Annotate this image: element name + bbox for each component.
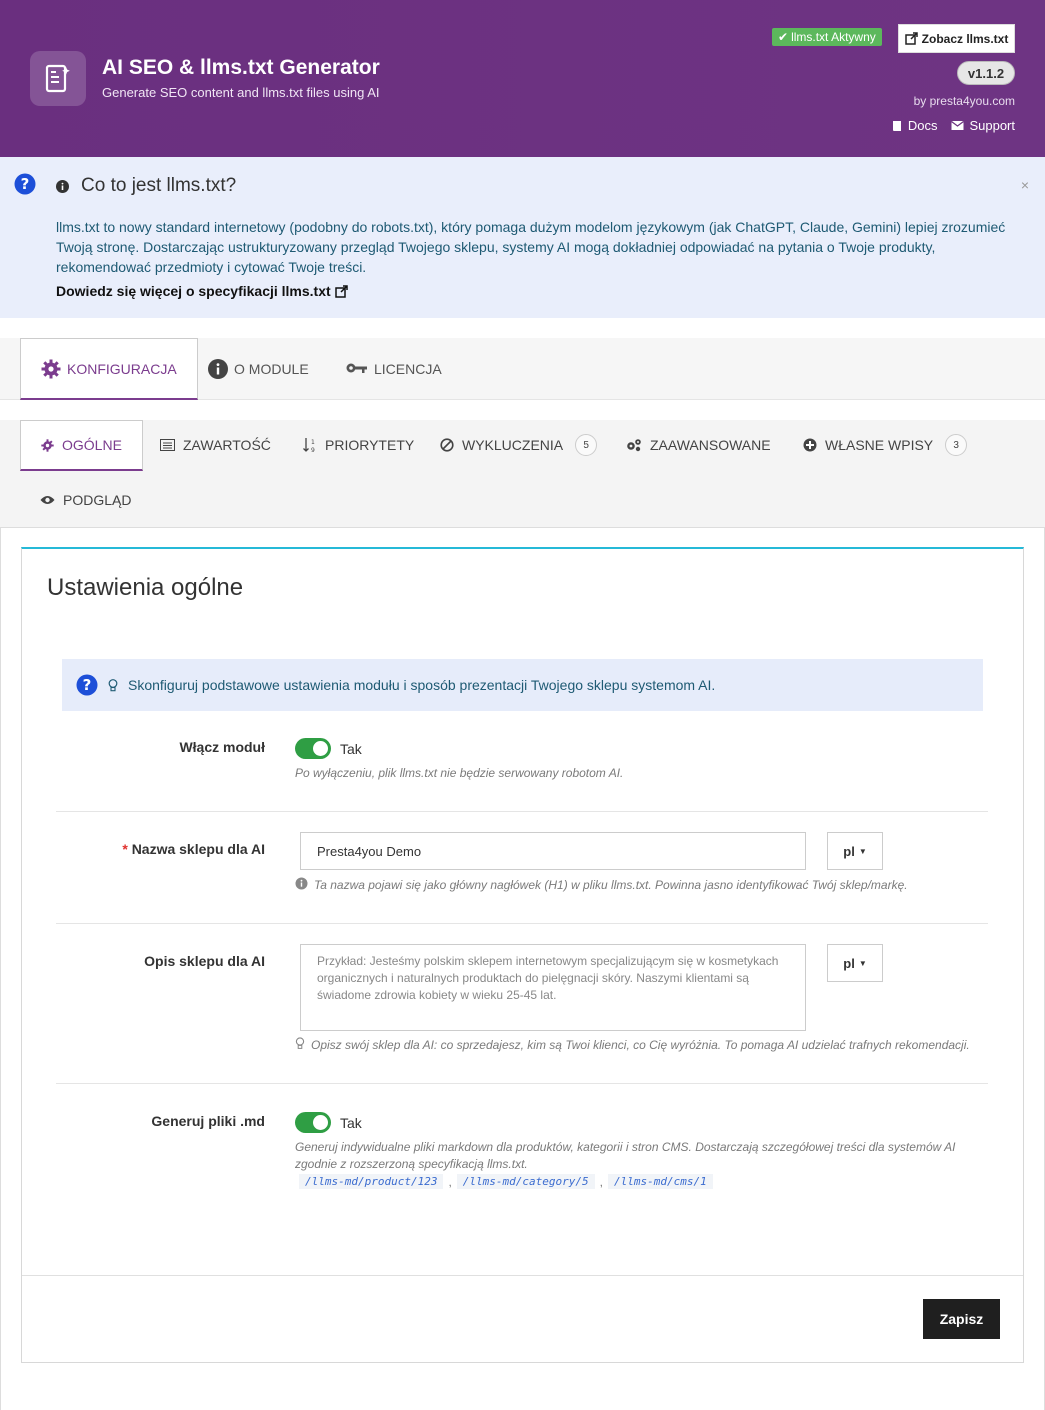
shop-name-help [295, 877, 908, 894]
enable-module-toggle[interactable] [295, 738, 331, 759]
llms-info-alert [0, 157, 1045, 318]
tab-o-module[interactable] [208, 338, 309, 400]
module-header [0, 0, 1045, 157]
tab-wlasne-wpisy[interactable] [803, 420, 967, 470]
view-llms-label: Zobacz llms.txt [921, 31, 1009, 46]
md-files-help [295, 1139, 975, 1173]
external-link-icon [905, 32, 918, 45]
enable-module-value: Tak [340, 741, 362, 757]
required-mark: * [122, 841, 128, 857]
tab-priorytety[interactable] [303, 420, 414, 470]
caret-down-icon: ▼ [858, 846, 867, 856]
tab-zaawansowane-label: ZAAWANSOWANE [650, 437, 771, 453]
tab-zawartosc-label: ZAWARTOŚĆ [183, 437, 271, 453]
shop-desc-placeholder: Przykład: Jesteśmy polskim sklepem internetowym specjalizującym się w kosmetykach organicznych i naturalnych produktach do pielęgnacji skóry. Naszymi klientami są świadome zdrowia kobiety w wieku 25-45 lat. [317, 954, 779, 1002]
spec-link-label: Dowiedz się więcej o specyfikacji llms.txt [56, 283, 331, 299]
cogs-icon [626, 438, 642, 452]
tab-priorytety-label: PRIORYTETY [325, 437, 415, 453]
question-circle-icon [14, 173, 36, 195]
save-button[interactable]: Zapisz [923, 1299, 1000, 1339]
app-subtitle: Generate SEO content and llms.txt files using AI [102, 85, 380, 100]
external-link-icon [335, 285, 348, 298]
book-icon [891, 120, 903, 132]
envelope-icon [951, 120, 964, 131]
md-files-toggle[interactable] [295, 1112, 331, 1133]
panel-title: Ustawienia ogólne [47, 574, 244, 601]
header-links [891, 118, 1015, 133]
status-badge-label: llms.txt Aktywny [791, 30, 876, 44]
path-separator: , [448, 1174, 452, 1189]
gear-icon [41, 359, 61, 379]
md-path-cms: /llms-md/cms/1 [608, 1174, 713, 1189]
md-files-value: Tak [340, 1115, 362, 1131]
enable-module-help-text: Po wyłączeniu, plik llms.txt nie będzie serwowany robotom AI. [295, 766, 624, 780]
shop-desc-help-text: Opisz swój sklep dla AI: co sprzedajesz, kim są Twoi klienci, co Cię wyróżnia. To pomaga AI udzielać trafnych rekomendacji. [311, 1038, 970, 1052]
shop-desc-lang-select[interactable] [827, 944, 883, 982]
sort-numeric-icon [303, 437, 317, 453]
tab-podglad[interactable] [40, 475, 131, 525]
spec-link[interactable] [56, 283, 348, 299]
md-files-label: Generuj pliki .md [151, 1113, 265, 1129]
settings-tabs [0, 420, 1045, 528]
shop-name-help-text: Ta nazwa pojawi się jako główny nagłówek (H1) w pliku llms.txt. Powinna jasno identyfikować Twój sklep/markę. [314, 878, 908, 892]
tab-konfiguracja-label: KONFIGURACJA [67, 360, 177, 377]
svg-text:9: 9 [311, 447, 315, 453]
path-separator: , [599, 1174, 603, 1189]
docs-link[interactable] [891, 118, 938, 133]
status-badge [772, 28, 882, 46]
tab-ogolne-label: OGÓLNE [62, 437, 122, 453]
main-tabs [0, 338, 1045, 400]
md-files-help-text: Generuj indywidualne pliki markdown dla produktów, kategorii i stron CMS. Dostarczają szczegółowej treści dla systemów AI zgodnie z rozszerzoną specyfikacją llms.txt. [295, 1140, 956, 1171]
list-alt-icon [160, 439, 175, 451]
support-link[interactable] [951, 118, 1015, 133]
shop-name-lang-select[interactable] [827, 832, 883, 870]
app-title: AI SEO & llms.txt Generator [102, 56, 380, 79]
ban-icon [440, 438, 454, 452]
exclusions-count-badge: 5 [575, 434, 597, 456]
module-logo [30, 51, 86, 106]
info-circle-icon [295, 877, 308, 890]
tab-zawartosc[interactable] [160, 420, 271, 470]
check-icon: ✔ [778, 30, 789, 44]
question-circle-icon [76, 674, 98, 696]
tab-wykluczenia[interactable] [440, 420, 597, 470]
shop-name-label: Nazwa sklepu dla AI [131, 841, 265, 857]
tab-konfiguracja[interactable] [20, 338, 198, 400]
docs-link-label: Docs [907, 118, 938, 133]
lightbulb-icon [295, 1037, 305, 1050]
tab-ogolne[interactable] [20, 420, 143, 471]
divider [56, 923, 988, 924]
svg-text:1: 1 [311, 439, 315, 446]
info-heading [56, 175, 236, 197]
panel-footer-divider [22, 1275, 1023, 1276]
shop-desc-label: Opis sklepu dla AI [144, 953, 265, 969]
author-byline: by presta4you.com [913, 94, 1015, 108]
view-llms-button[interactable] [898, 24, 1015, 53]
shop-desc-help [295, 1037, 970, 1054]
custom-entries-count-badge: 3 [945, 434, 967, 456]
tab-zaawansowane[interactable] [626, 420, 771, 470]
shop-name-lang-label: pl [843, 843, 855, 859]
general-settings-panel [21, 547, 1024, 1363]
document-ai-icon [43, 63, 73, 95]
svg-text:?: ? [20, 175, 30, 193]
lightbulb-icon [108, 679, 118, 692]
version-badge: v1.1.2 [957, 61, 1015, 85]
tab-licencja[interactable] [346, 338, 442, 400]
close-icon[interactable]: × [1020, 177, 1029, 193]
plus-circle-icon [803, 438, 817, 452]
tab-wykluczenia-label: WYKLUCZENIA [462, 437, 564, 453]
settings-hint-text: Skonfiguruj podstawowe ustawienia modułu i sposób prezentacji Twojego sklepu systemom AI. [128, 677, 716, 693]
eye-icon [40, 495, 55, 505]
caret-down-icon: ▼ [858, 958, 867, 968]
enable-module-label: Włącz moduł [179, 739, 265, 755]
info-description: llms.txt to nowy standard internetowy (podobny do robots.txt), który pomaga dużym modelom językowym (jak ChatGPT, Claude, Gemini) lepiej zrozumieć Twoją stronę. Dostarczając ustrukturyzowany przegląd Twojego sklepu, systemy AI mogą dokładniej odpowiadać na pytania o Twoje produkty, rekomendować przedmioty i cytować Twoje treści. [56, 219, 1006, 275]
shop-name-label-wrap [22, 841, 265, 857]
divider [56, 811, 988, 812]
shop-desc-lang-label: pl [843, 955, 855, 971]
info-title: Co to jest llms.txt? [81, 175, 237, 196]
md-paths [299, 1174, 713, 1189]
support-link-label: Support [969, 118, 1015, 133]
tab-o-module-label: O MODULE [234, 361, 309, 377]
tab-podglad-label: PODGLĄD [63, 492, 132, 508]
md-path-product: /llms-md/product/123 [299, 1174, 443, 1189]
gear-icon [41, 439, 54, 452]
settings-hint-alert [62, 659, 983, 711]
tab-licencja-label: LICENCJA [374, 361, 442, 377]
info-circle-icon [56, 180, 69, 193]
md-path-category: /llms-md/category/5 [457, 1174, 595, 1189]
enable-module-help [295, 765, 623, 782]
shop-name-input[interactable] [300, 832, 806, 870]
divider [56, 1083, 988, 1084]
key-icon [346, 362, 368, 376]
shop-name-value: Presta4you Demo [317, 843, 422, 859]
info-circle-icon [208, 359, 228, 379]
tab-wlasne-wpisy-label: WŁASNE WPISY [825, 437, 934, 453]
svg-text:?: ? [82, 676, 92, 694]
shop-desc-textarea[interactable] [300, 944, 806, 1031]
